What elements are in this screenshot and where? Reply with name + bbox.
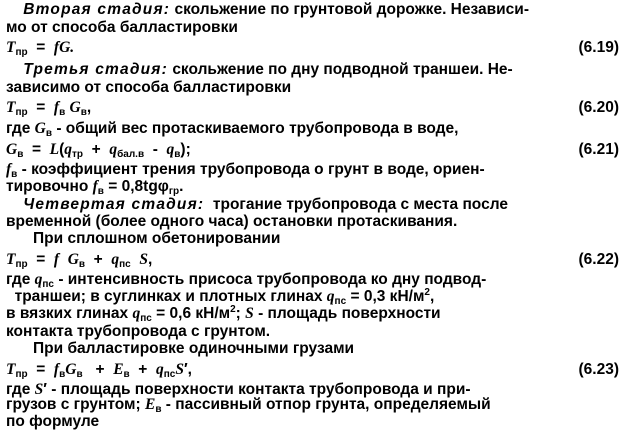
contact-text-1: - площадь поверхности контакта трубопровода и при- bbox=[51, 381, 471, 398]
suction-text-2: траншеи; в суглинках и плотных глинах bbox=[14, 288, 323, 305]
equation-6-21: $G_в = L(q_{тр} + q_{бал.в} - q_в)$; (6.21) bbox=[6, 141, 619, 160]
stage3-line-1 bbox=[6, 60, 627, 79]
eq-6-23-number: (6.23) bbox=[578, 361, 619, 378]
suction-line-2: траншеи; в суглинках и плотных глинах $q_{пс} = 0,3$ $кН/м^2$, bbox=[14, 287, 435, 307]
friction-text-1: - коэффициент трения трубопровода о грунт в воде, ориен- bbox=[21, 161, 485, 178]
eq-6-20-number: (6.20) bbox=[578, 99, 619, 116]
where-gv-line: где $G_в$ - общий вес протаскиваемого трубопровода в воде, bbox=[6, 120, 459, 139]
friction-text-2: тировочно bbox=[6, 178, 89, 195]
stage4-title: Четвертая стадия: bbox=[23, 196, 205, 213]
contact-line-1: где S′ - площадь поверхности контакта трубопровода и при- bbox=[6, 381, 471, 398]
eq-6-20-formula: G bbox=[69, 99, 81, 116]
single-weights-heading: При балластировке одиночными грузами bbox=[33, 340, 355, 357]
suction-value-1: = 0,3 кН/м bbox=[350, 288, 425, 305]
stage2-title: Вторая стадия: bbox=[23, 1, 171, 18]
stage3-line-2: зависимо от способа балластировки bbox=[6, 79, 292, 96]
stage4-text-1: трогание трубопровода с места после bbox=[212, 196, 508, 213]
suction-text-3a: в вязких глинах bbox=[6, 305, 129, 322]
friction-line-1: $f_в$ - коэффициент трения трубопровода о грунт в воде, ориен- bbox=[6, 161, 485, 180]
where-gv-text: - общий вес протаскиваемого трубопровода в воде, bbox=[56, 120, 459, 137]
suction-value-2: = 0,6 кН/м bbox=[156, 305, 231, 322]
solid-concrete-heading: При сплошном обетонировании bbox=[33, 230, 281, 247]
suction-line-1: где $q_{пс}$ - интенсивность присоса трубопровода ко дну подвод- bbox=[6, 271, 487, 290]
contact-line-2: грузов с грунтом; $E_в$ - пассивный отпор грунта, определяемый bbox=[6, 396, 491, 415]
suction-text-1: - интенсивность присоса трубопровода ко дну подвод- bbox=[58, 271, 487, 288]
contact-text-2: грузов с грунтом; bbox=[6, 396, 141, 413]
equation-6-19: $T_{пр}$ = fG. (6.19) bbox=[6, 39, 619, 58]
suction-line-4: контакта трубопровода с грунтом. bbox=[6, 323, 271, 340]
stage2-line-2: мо от способа балластировки bbox=[6, 19, 238, 36]
equation-6-20: $T_{пр} = f_в$ $G_в$, (6.20) bbox=[6, 99, 619, 118]
friction-line-2: тировочно $f_в = 0,8tg\varphi_{гр}$. bbox=[6, 178, 184, 197]
contact-text-2b: - пассивный отпор грунта, определяемый bbox=[165, 396, 491, 413]
stage2-line-1 bbox=[6, 0, 627, 19]
stage3-title: Третья стадия: bbox=[23, 61, 168, 78]
stage3-text-1: скольжение по дну подводной траншеи. Не- bbox=[172, 61, 513, 78]
stage2-text-1: скольжение по грунтовой дорожке. Независи- bbox=[174, 1, 529, 18]
eq-6-19-number: (6.19) bbox=[578, 39, 619, 56]
eq-6-22-number: (6.22) bbox=[578, 251, 619, 268]
stage4-line-2: временной (более одного часа) остановки протаскивания. bbox=[6, 213, 458, 230]
suction-text-3b: - площадь поверхности bbox=[258, 305, 441, 322]
equation-6-22: $T_{пр} = f$ $G_в + q_{пс}$ S, (6.22) bbox=[6, 251, 619, 270]
eq-6-21-number: (6.21) bbox=[578, 141, 619, 158]
suction-line-3: в вязких глинах $q_{пс} = 0,6$ $кН/м^2$; S - площадь поверхности bbox=[6, 304, 441, 324]
friction-value: = 0,8tgφ bbox=[108, 178, 169, 195]
contact-line-3: по формуле bbox=[6, 413, 100, 430]
equation-6-23: $T_{пр} = f_вG_в + E_в + q_{пс}S'$, (6.23) bbox=[6, 361, 619, 380]
eq-6-19-formula: fG. bbox=[53, 39, 75, 56]
